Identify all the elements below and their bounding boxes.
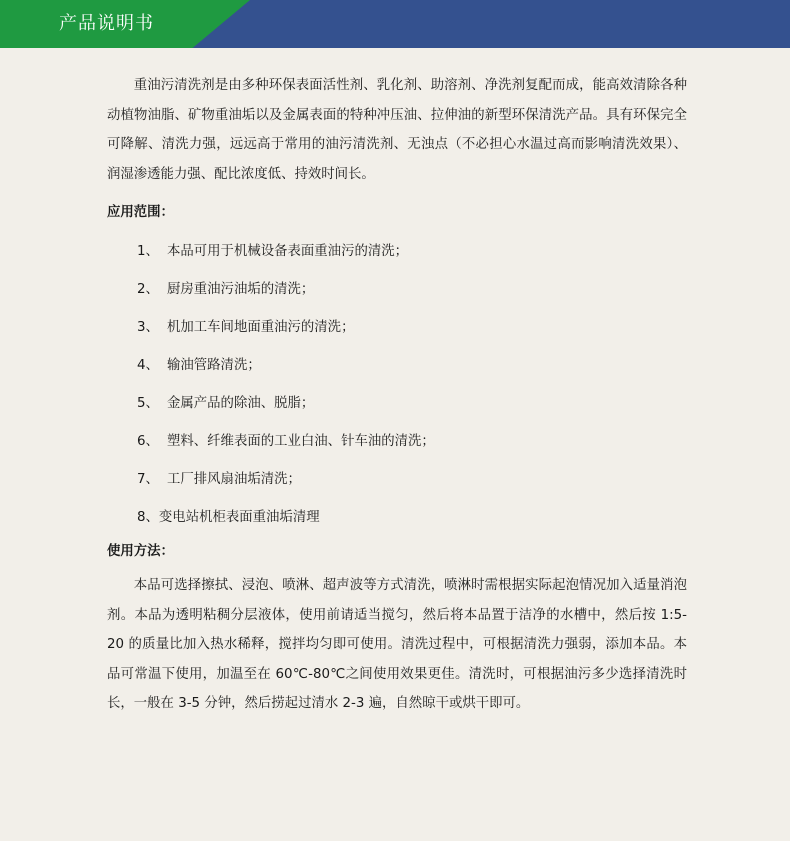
list-item-number: 8、 xyxy=(137,509,159,525)
scope-heading: 应用范围： xyxy=(107,205,174,220)
list-item-number: 6、 xyxy=(137,433,159,449)
list-item-text: 变电站机柜表面重油垢清理 xyxy=(158,509,320,525)
list-item xyxy=(107,233,687,271)
page-title: 产品说明书 xyxy=(59,13,154,34)
list-item-text: 本品可用于机械设备表面重油污的清洗； xyxy=(167,243,409,259)
usage-paragraph: 本品可选择擦拭、浸泡、喷淋、超声波等方式清洗，喷淋时需根据实际起泡情况加入适量消泡剂。本品为透明粘稠分层液体，使用前请适当搅匀，然后将本品置于洁净的水槽中，然后按 1:5-20 的质量比加入热水稀释，搅拌均匀即可使用。清洗过程中，可根据清洗力强弱，添加本品。本品可常温下使用，加温至在 60℃-80℃之间使用效果更佳。清洗时，可根据油污多少选择清洗时长，一般在 3-5 分钟，然后捞起过清水 2-3 遍，自然晾干或烘干即可。 xyxy=(107,578,687,711)
list-item-text: 塑料、纤维表面的工业白油、针车油的清洗； xyxy=(167,433,435,449)
header-banner xyxy=(0,0,790,48)
list-item xyxy=(107,461,687,499)
scope-list xyxy=(107,233,687,537)
list-item-number: 3、 xyxy=(137,319,159,335)
list-item xyxy=(107,309,687,347)
intro-paragraph: 重油污清洗剂是由多种环保表面活性剂、乳化剂、助溶剂、净洗剂复配而成，能高效清除各种动植物油脂、矿物重油垢以及金属表面的特种冲压油、拉伸油的新型环保清洗产品。具有环保完全可降解、清洗力强，远远高于常用的油污清洗剂、无浊点（不必担心水温过高而影响清洗效果）、润湿渗透能力强、配比浓度低、持效时间长。 xyxy=(107,78,687,182)
list-item-text: 金属产品的除油、脱脂； xyxy=(167,395,315,411)
list-item-number: 4、 xyxy=(137,357,159,373)
list-item xyxy=(107,499,687,537)
list-item-text: 机加工车间地面重油污的清洗； xyxy=(167,319,355,335)
list-item-text: 输油管路清洗； xyxy=(167,357,261,373)
list-item-number: 7、 xyxy=(137,471,159,487)
list-item-number: 5、 xyxy=(137,395,159,411)
list-item-number: 1、 xyxy=(137,243,159,259)
usage-heading: 使用方法： xyxy=(107,543,174,559)
list-item-text: 工厂排风扇油垢清洗； xyxy=(167,471,301,487)
list-item xyxy=(107,347,687,385)
list-item-text: 厨房重油污油垢的清洗； xyxy=(167,281,315,297)
list-item xyxy=(107,423,687,461)
list-item xyxy=(107,271,687,309)
list-item xyxy=(107,385,687,423)
list-item-number: 2、 xyxy=(137,281,159,297)
document-body xyxy=(107,71,687,719)
